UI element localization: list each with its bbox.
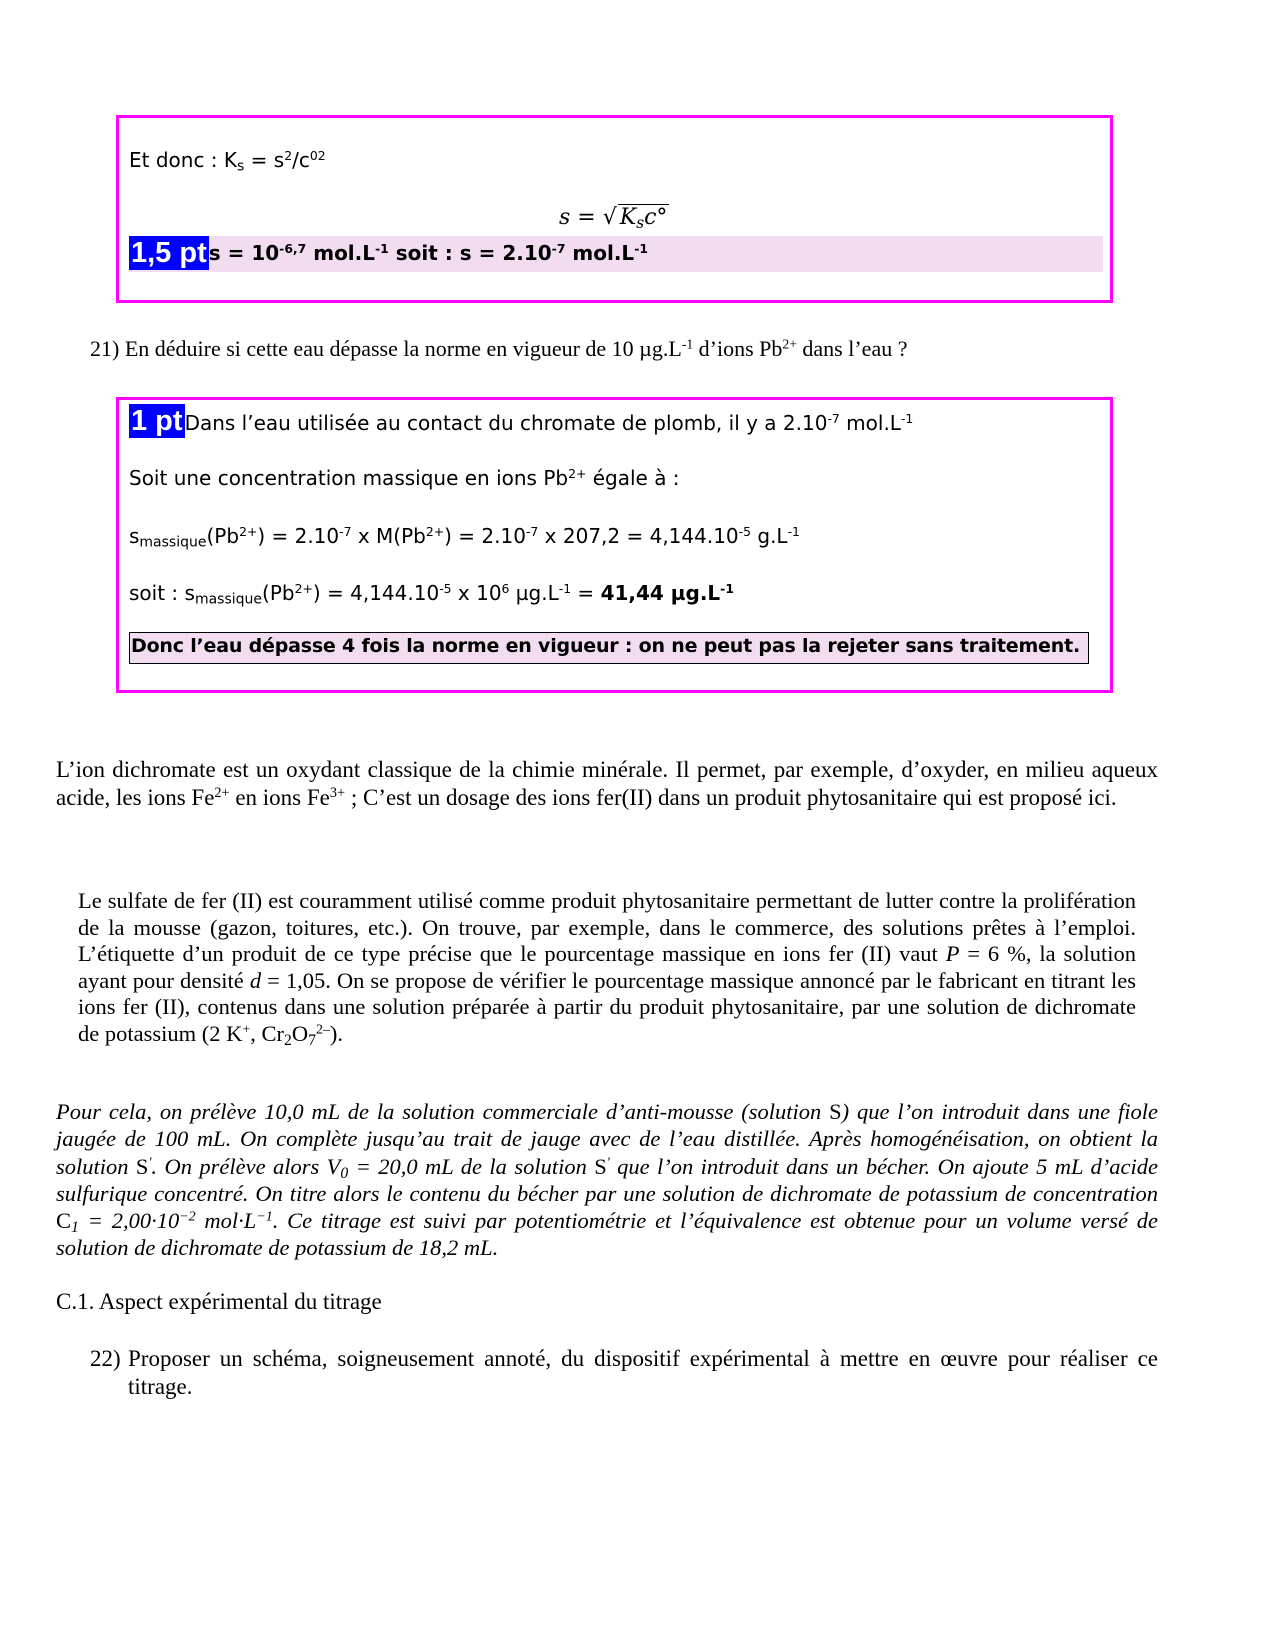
box2-line-4: soit : $s_{massique}(Pb^{2+}) = 4,144.10^{-5}$ x $10^6$ $\mu g.L^{-1} = 41,44$ $\mu g.L^{-1}$ xyxy=(129,581,734,608)
result-line: 1,5 pt $s = 10^{-6,7}$ $mol.L^{-1}$ soit : $s = 2.10^{-7}$ $mol.L^{-1}$ xyxy=(131,237,648,269)
conclusion-text: Donc l’eau dépasse 4 fois la norme en vigueur : on ne peut pas la rejeter sans traitement. xyxy=(131,635,1080,657)
sulfate-paragraph: Le sulfate de fer (II) est couramment utilisé comme produit phytosanitaire permettant de lutter contre la prolifération de la mousse (gazon, toitures, etc.). On trouve, par exemple, dans le commerce, des solutions prêtes à l’emploi. L’étiquette d’un produit de ce type précise que le pourcentage massique en ions fer (II) vaut P = 6 %, la solution ayant pour densité d = 1,05. On se propose de vérifier le pourcentage massique annoncé par le fabricant en titrant les ions fer (II), contenus dans une solution préparée à partir du produit phytosanitaire, par une solution de dichromate de potassium (2 K+, $Cr_2O_7^{2-}$). xyxy=(78,888,1136,1049)
question-22-text: Proposer un schéma, soigneusement annoté, du dispositif expérimental à mettre en œuvre pour réaliser ce titrage. xyxy=(128,1346,1158,1399)
ks-relation: Et donc : $K_s = s^2/c^{02}$ xyxy=(129,148,326,175)
question-22-number: 22) xyxy=(90,1346,121,1371)
points-badge: 1 pt xyxy=(131,405,183,437)
box2-line-1: 1 pt Dans l’eau utilisée au contact du chromate de plomb, il y a $2.10^{-7}$ $mol.L^{-1}$ xyxy=(131,405,914,437)
question-21: 21) En déduire si cette eau dépasse la norme en vigueur de 10 $\mu g.L^{-1}$ d’ions $Pb^{2+}$ dans l’eau ? xyxy=(90,336,908,361)
section-heading: C.1. Aspect expérimental du titrage xyxy=(56,1289,382,1314)
intro-paragraph: L’ion dichromate est un oxydant classique de la chimie minérale. Il permet, par exemple, d’oxyder, en milieu aqueux acide, les ions $Fe^{2+}$ en ions $Fe^{3+}$ ; C’est un dosage des ions fer(II) dans un produit phytosanitaire qui est proposé ici. xyxy=(56,757,1158,810)
conclusion-box xyxy=(129,632,1089,664)
sqrt-formula: s = √ $K_sc^\circ$ xyxy=(559,205,668,232)
answer-box-2 xyxy=(116,397,1113,693)
box2-line-3: $s_{massique}(Pb^{2+}) = 2.10^{-7}$ x $M(Pb^{2+}) = 2.10^{-7}$ x $207,2 = 4,144.10^{-5}$ $g.L^{-1}$ xyxy=(129,524,800,551)
protocol-paragraph: Pour cela, on prélève 10,0 mL de la solution commerciale d’anti-mousse (solution S) que l’on introduit dans une fiole jaugée de 100 mL. On complète jusqu’au trait de jauge avec de l’eau distillée. Après homogénéisation, on obtient la solution S'. On prélève alors $V_0 = 20,0$ mL de la solution S' que l’on introduit dans un bécher. On ajoute 5 mL d’acide sulfurique concentré. On titre alors le contenu du bécher par une solution de dichromate de potassium de concentration $C_1 = 2,00\cdot 10^{-2}$ $mol\cdot L^{-1}$. Ce titrage est suivi par potentiométrie et l’équivalence est obtenue pour un volume versé de solution de dichromate de potassium de 18,2 mL. xyxy=(56,1099,1159,1261)
box2-line-2: Soit une concentration massique en ions $Pb^{2+}$ égale à : xyxy=(129,466,680,490)
question-22 xyxy=(90,1345,1158,1401)
answer-box-1 xyxy=(116,115,1113,303)
points-badge: 1,5 pt xyxy=(131,237,207,269)
